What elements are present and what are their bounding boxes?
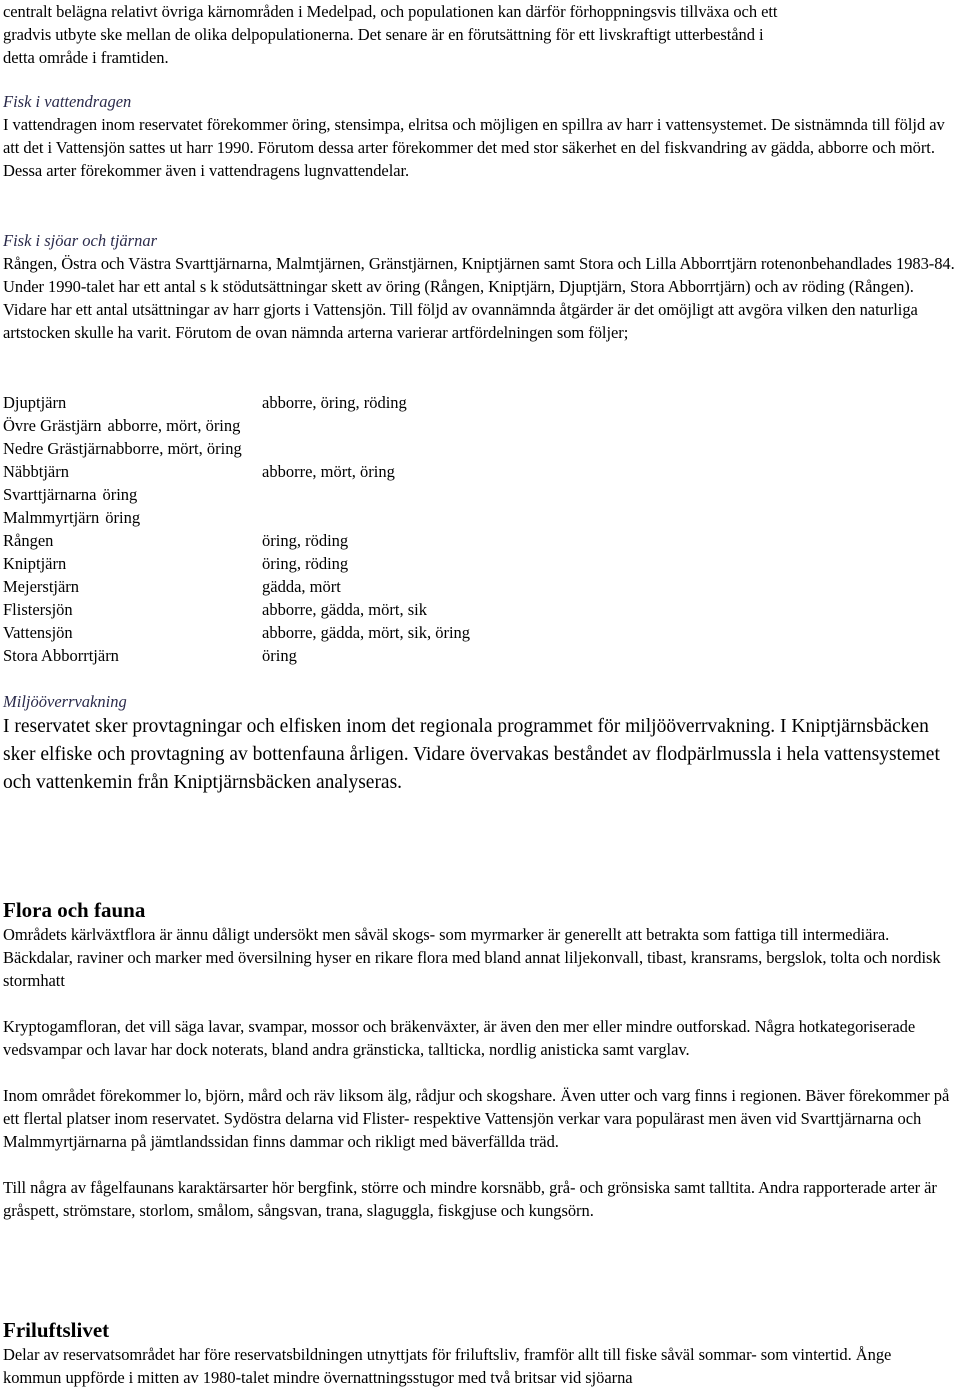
section-subheading: Miljööverrvakning: [3, 692, 127, 711]
outdoor-section: [3, 1317, 943, 1389]
lake-name: Övre Grästjärn: [3, 416, 102, 435]
fish-streams-section: [3, 90, 957, 182]
lake-species: öring: [102, 485, 138, 504]
fish-lakes-section: [3, 229, 957, 344]
species-cell: [3, 506, 470, 529]
section-text: I vattendragen inom reservatet förekommer öring, stensimpa, elritsa och möjligen en spillra av harr i vattensystemet. De sistnämnda till följd av att det i Vattensjön sattes ut harr 1990. Förutom dessa arter förekommer det med stor säkerhet en del fiskvandring av gädda, abborre och mört. Dessa arter förekommer även i vattendragens lugnvattendelar.: [3, 115, 945, 180]
lake-species: öring: [262, 646, 297, 665]
species-row: [3, 552, 470, 575]
lake-species: abborre, mört, öring: [107, 416, 241, 435]
section-text: Rången, Östra och Västra Svarttjärnarna, Malmtjärnen, Gränstjärnen, Kniptjärnen samt Stora och Lilla Abborrtjärn rotenonbehandlades 1983-84. Under 1990-talet har ett antal s k stödutsättningar skett av öring (Rången, Kniptjärn, Djuptjärn, Stora Abborrtjärn) och av röding (Rången). Vidare har ett antal utsättningar av harr gjorts i Vattensjön. Till följd av ovannämnda åtgärder är det omöjligt att avgöra vilken den naturliga artstocken skulle ha varit. Förutom de ovan nämnda arterna varierar artfördelningen som följer;: [3, 254, 955, 342]
species-row: [3, 437, 470, 460]
section-heading: Friluftslivet: [3, 1318, 110, 1342]
lake-name: Nedre Grästjärn: [3, 439, 109, 458]
lake-name: Flistersjön: [3, 600, 73, 619]
lake-species: öring: [105, 508, 141, 527]
species-row: [3, 621, 470, 644]
section-subheading: Fisk i vattendragen: [3, 92, 132, 111]
monitoring-section: [3, 690, 959, 797]
species-row: [3, 598, 470, 621]
lake-name: Mejerstjärn: [3, 577, 80, 596]
flora-paragraph: Till några av fågelfaunans karaktärsarter hör bergfink, större och mindre korsnäbb, grå- och grönsiska samt talltita. Andra rapporterade arter är gråspett, strömstare, storlom, smålom, sångsvan, trana, slaguggla, fiskgjuse och kungsörn.: [3, 1178, 937, 1220]
lake-name: Djuptjärn: [3, 393, 67, 412]
species-row: [3, 529, 470, 552]
lake-species: abborre, gädda, mört, sik, öring: [262, 623, 471, 642]
lake-name: Rången: [3, 531, 54, 550]
flora-paragraph: Kryptogamfloran, det vill säga lavar, svampar, mossor och bräkenväxter, är även den mer eller mindre outforskad. Några hotkategoriserade vedsvampar och lavar har dock noterats, bland andra gränsticka, tallticka, nordlig anisticka samt varglav.: [3, 1017, 916, 1059]
lake-name: Stora Abborrtjärn: [3, 646, 119, 665]
intro-paragraph: [3, 0, 959, 69]
species-row: [3, 575, 470, 598]
lake-name: Vattensjön: [3, 623, 73, 642]
species-row: [3, 483, 470, 506]
species-cell: [3, 437, 470, 460]
species-row: [3, 644, 470, 667]
lake-species: abborre, mört, öring: [108, 439, 242, 458]
section-text: I reservatet sker provtagningar och elfisken inom det regionala programmet för miljööverrvakning. I Kniptjärnsbäcken sker elfiske och provtagning av bottenfauna årligen. Vidare övervakas beståndet av flodpärlmussla i hela vattensystemet och vattenkemin från Kniptjärnsbäcken analyseras.: [3, 716, 940, 793]
lake-species: abborre, gädda, mört, sik: [262, 600, 427, 619]
lake-species: öring, röding: [262, 531, 349, 550]
lake-name: Svarttjärnarna: [3, 485, 97, 504]
intro-line: centralt belägna relativt övriga kärnområden i Medelpad, och populationen kan därför förhoppningsvis tillväxa och ett: [3, 2, 778, 21]
intro-line: detta område i framtiden.: [3, 48, 169, 67]
lake-name: Näbbtjärn: [3, 462, 69, 481]
section-subheading: Fisk i sjöar och tjärnar: [3, 231, 158, 250]
flora-paragraph: Områdets kärlväxtflora är ännu dåligt undersökt men såväl skogs- som myrmarker är generellt att betrakta som fattiga till intermediära. Bäckdalar, raviner och marker med översilning hyser en rikare flora med bland annat liljekonvall, tibast, kransrams, bergslok, tolta och nordisk stormhatt: [3, 925, 941, 990]
lake-species: abborre, mört, öring: [262, 462, 395, 481]
section-text: Delar av reservatsområdet har före reservatsbildningen utnyttjats för friluftsliv, framför allt till fiske såväl sommar- som vintertid. Ånge kommun uppförde i mitten av 1980-talet mindre övernattningsstugor med två britsar vid sjöarna: [3, 1345, 892, 1387]
species-row: [3, 460, 470, 483]
species-list: [3, 391, 470, 667]
lake-species: gädda, mört: [262, 577, 341, 596]
species-row: [3, 506, 470, 529]
flora-paragraph: Inom området förekommer lo, björn, mård och räv liksom älg, rådjur och skogshare. Även utter och varg finns i regionen. Bäver förekommer på ett flertal platser inom reservatet. Sydöstra delarna vid Flister- respektive Vattensjön verkar vara populärast men även vid Svarttjärnarna och Malmmyrtjärnarna på jämtlandssidan finns dammar och rikligt med bäverfällda träd.: [3, 1086, 950, 1151]
species-row: [3, 391, 470, 414]
species-cell: [3, 483, 470, 506]
lake-species: öring, röding: [262, 554, 349, 573]
species-row: [3, 414, 470, 437]
species-cell: [3, 414, 470, 437]
flora-section: [3, 897, 957, 1222]
section-heading: Flora och fauna: [3, 898, 146, 922]
lake-name: Malmmyrtjärn: [3, 508, 100, 527]
species-table: [3, 391, 470, 667]
lake-species: abborre, öring, röding: [262, 393, 407, 412]
lake-name: Kniptjärn: [3, 554, 67, 573]
intro-line: gradvis utbyte ske mellan de olika delpopulationerna. Det senare är en förutsättning för ett livskraftigt utterbestånd i: [3, 25, 764, 44]
